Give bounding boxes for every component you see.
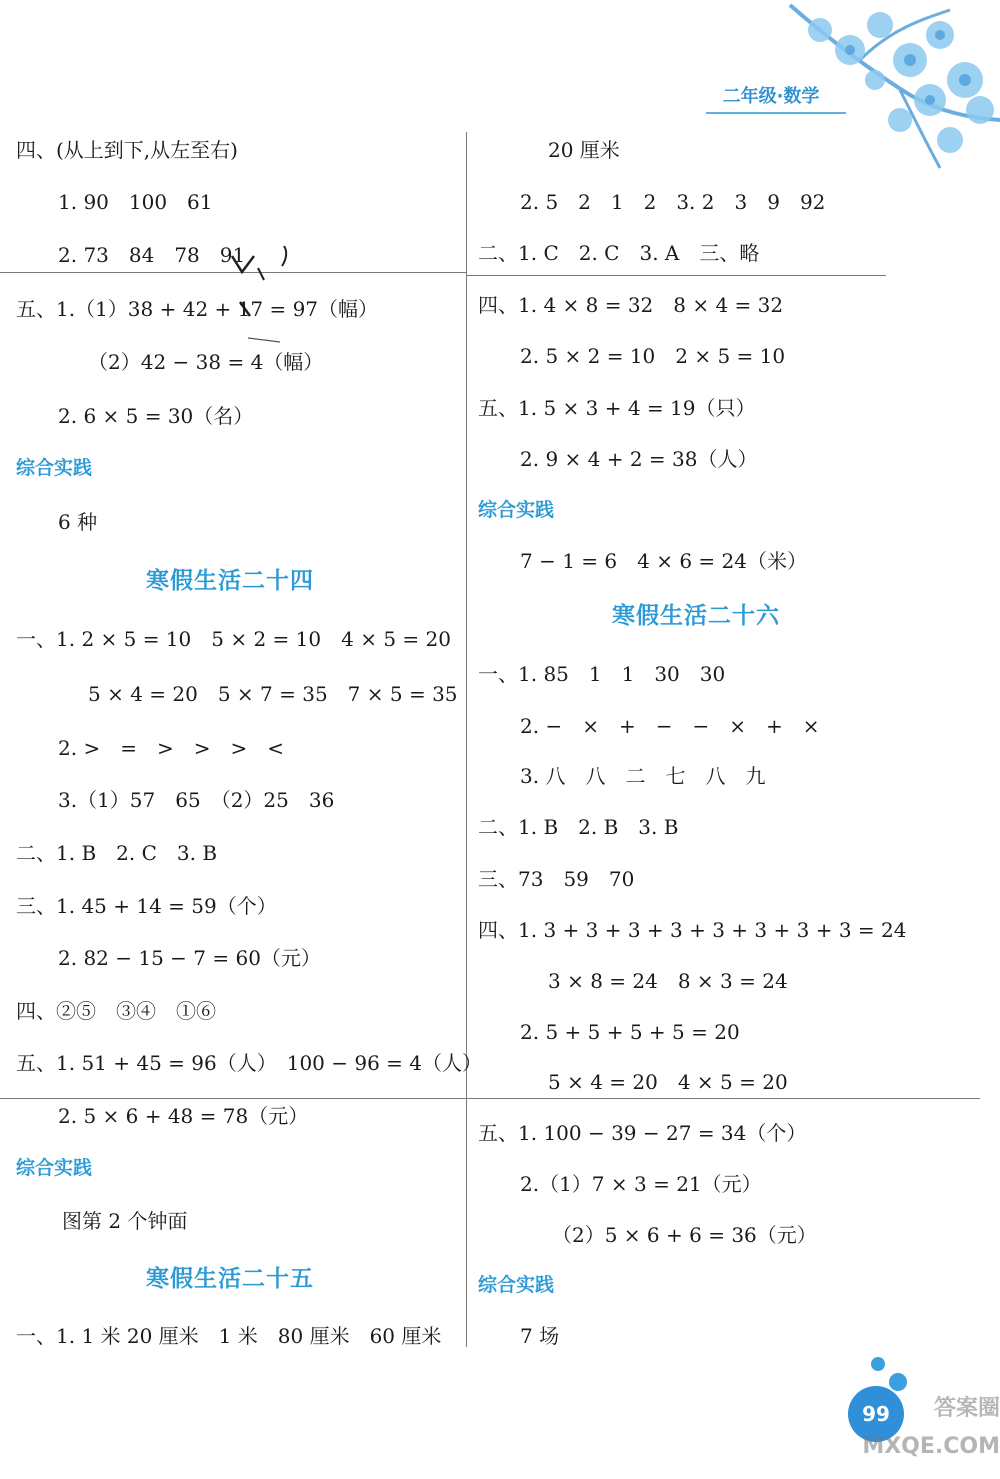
section-heading: 综合实践 bbox=[478, 499, 555, 521]
section-rule bbox=[0, 1098, 466, 1099]
answer-line: 二、1. B 2. C 3. B bbox=[16, 841, 218, 865]
answer-line: 图第 2 个钟面 bbox=[62, 1209, 188, 1233]
answer-line: 三、73 59 70 bbox=[478, 867, 635, 891]
answer-line: 2. 82 − 15 − 7 = 60（元） bbox=[58, 946, 321, 970]
section-rule bbox=[466, 1098, 980, 1099]
grade-subject-label: 二年级·数学 bbox=[722, 86, 820, 107]
answer-line: 2. − × + − − × + × bbox=[520, 714, 820, 738]
answer-line: 二、1. B 2. B 3. B bbox=[478, 815, 679, 839]
answer-line: 三、1. 45 + 14 = 59（个） bbox=[16, 894, 277, 918]
answer-line: 四、②⑤ ③④ ①⑥ bbox=[16, 999, 216, 1023]
answer-line: （2）5 × 6 + 6 = 36（元） bbox=[552, 1223, 817, 1247]
answer-line: 2. 5 × 2 = 10 2 × 5 = 10 bbox=[520, 344, 786, 368]
answer-line: 3. 八 八 二 七 八 九 bbox=[520, 764, 766, 788]
answer-line: 四、(从上到下,从左至右) bbox=[16, 138, 238, 162]
answer-line: 四、1. 3 + 3 + 3 + 3 + 3 + 3 + 3 + 3 = 24 bbox=[478, 918, 907, 942]
chapter-title: 寒假生活二十五 bbox=[146, 1266, 314, 1292]
answer-line: 五、1. 5 × 3 + 4 = 19（只） bbox=[478, 396, 756, 420]
answer-line: 6 种 bbox=[58, 510, 98, 534]
answer-line: 2. 5 × 6 + 48 = 78（元） bbox=[58, 1104, 309, 1128]
chapter-title: 寒假生活二十四 bbox=[146, 568, 314, 594]
answer-line: 2. 5 2 1 2 3. 2 3 9 92 bbox=[520, 190, 826, 214]
answer-line: 四、1. 4 × 8 = 32 8 × 4 = 32 bbox=[478, 293, 784, 317]
answer-line: 二、1. C 2. C 3. A 三、略 bbox=[478, 241, 760, 265]
answer-line: 7 − 1 = 6 4 × 6 = 24（米） bbox=[520, 549, 807, 573]
section-heading: 综合实践 bbox=[16, 1157, 93, 1179]
section-rule bbox=[466, 275, 886, 276]
answer-line: 一、1. 85 1 1 30 30 bbox=[478, 662, 726, 686]
answer-line: 五、1. 100 − 39 − 27 = 34（个） bbox=[478, 1121, 807, 1145]
answer-line: 7 场 bbox=[520, 1324, 560, 1348]
answer-line: 3 × 8 = 24 8 × 3 = 24 bbox=[548, 969, 788, 993]
answer-line: 五、1. 51 + 45 = 96（人） 100 − 96 = 4（人） bbox=[16, 1051, 483, 1075]
section-heading: 综合实践 bbox=[478, 1274, 555, 1296]
answer-line: （2）42 − 38 = 4（幅） bbox=[88, 350, 324, 374]
answer-line: 一、1. 2 × 5 = 10 5 × 2 = 10 4 × 5 = 20 bbox=[16, 627, 451, 651]
header-rule bbox=[706, 112, 846, 114]
answer-line: 2. 5 + 5 + 5 + 5 = 20 bbox=[520, 1020, 740, 1044]
chapter-title: 寒假生活二十六 bbox=[612, 603, 780, 629]
watermark: 答案圈 MXQE.COM bbox=[862, 1396, 1000, 1459]
answer-line: 3.（1）57 65 （2）25 36 bbox=[58, 788, 335, 812]
answer-line: 一、1. 1 米 20 厘米 1 米 80 厘米 60 厘米 bbox=[16, 1324, 442, 1348]
answer-line: 20 厘米 bbox=[548, 138, 620, 162]
section-heading: 综合实践 bbox=[16, 457, 93, 479]
answer-line: 2. 9 × 4 + 2 = 38（人） bbox=[520, 447, 758, 471]
page-number: 99 bbox=[862, 1402, 890, 1426]
answer-line: 5 × 4 = 20 5 × 7 = 35 7 × 5 = 35 bbox=[88, 682, 458, 706]
answer-line: 2. 6 × 5 = 30（名） bbox=[58, 404, 254, 428]
column-divider bbox=[466, 132, 467, 1347]
answer-line: 5 × 4 = 20 4 × 5 = 20 bbox=[548, 1070, 788, 1094]
answer-line: 2.（1）7 × 3 = 21（元） bbox=[520, 1172, 762, 1196]
answer-line: 2. 73 84 78 91 bbox=[58, 243, 246, 267]
answer-line: 1. 90 100 61 bbox=[58, 190, 213, 214]
answer-line: 2. > = > > > < bbox=[58, 736, 284, 760]
blossom-branch-decoration bbox=[780, 0, 1000, 170]
answer-line: 五、1.（1）38 + 42 + 17 = 97（幅） bbox=[16, 297, 379, 321]
